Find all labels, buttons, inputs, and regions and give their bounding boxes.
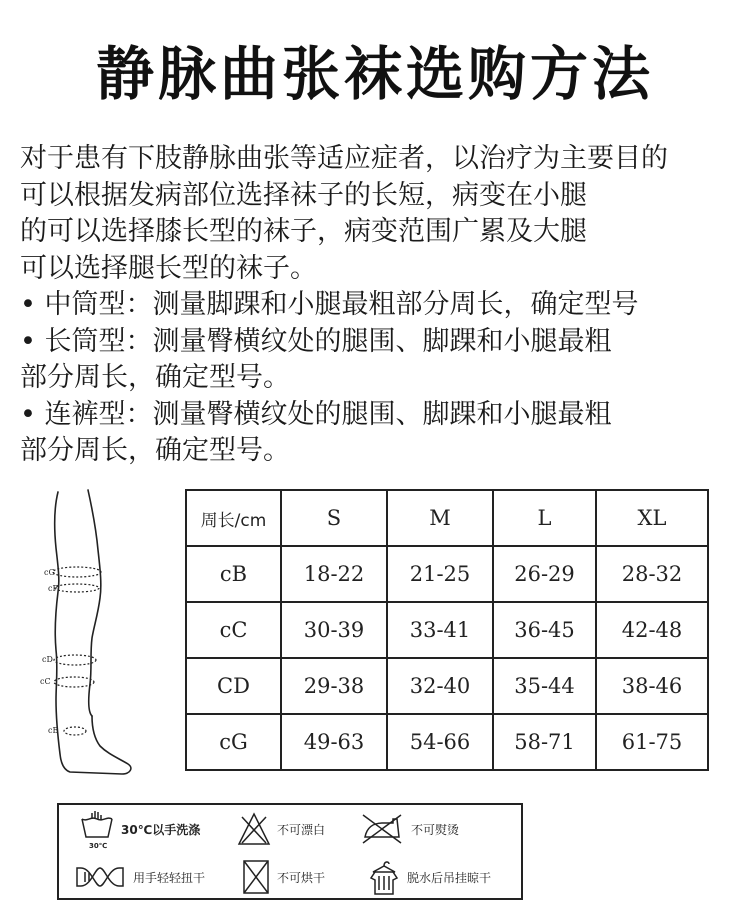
no-bleach-icon [237, 811, 271, 847]
size-chart-table [185, 489, 709, 771]
table-cell: CD [186, 658, 281, 714]
care-hang-dry [367, 857, 491, 897]
table-cell: 29-38 [281, 658, 387, 714]
table-cell: 32-40 [387, 658, 493, 714]
table-cell: 49-63 [281, 714, 387, 770]
table-row [186, 546, 708, 602]
leg-label-cb: cB [48, 726, 59, 735]
table-cell: cC [186, 602, 281, 658]
hand-wash-icon [79, 809, 115, 849]
leg-label-cd: cD [42, 655, 53, 664]
leg-measurement-illustration [30, 488, 150, 778]
table-cell: 33-41 [387, 602, 493, 658]
table-cell: 18-22 [281, 546, 387, 602]
bullet-pantyhose-cont: 部分周长，确定型号。 [20, 435, 290, 466]
table-cell: 26-29 [493, 546, 596, 602]
wash-temp-label: 30℃ [89, 842, 108, 849]
intro-line: 可以选择腿长型的袜子。 [20, 252, 317, 284]
care-label: 30℃以手洗涤 [121, 822, 201, 837]
table-header-row [186, 490, 708, 546]
header-cell: M [387, 490, 493, 546]
bullet-thigh-length: • 长筒型：测量臀横纹处的腿围、脚踝和小腿最粗 [20, 325, 612, 357]
table-cell: cB [186, 546, 281, 602]
intro-line: 对于患有下肢静脉曲张等适应症者，以治疗为主要目的 [20, 143, 668, 174]
table-row [186, 714, 708, 770]
header-cell: 周长/cm [186, 490, 281, 546]
bullet-mid-length: • 中筒型：测量脚踝和小腿最粗部分周长，确定型号 [20, 289, 639, 320]
table-cell: 28-32 [596, 546, 708, 602]
header-cell: XL [596, 490, 708, 546]
table-row [186, 602, 708, 658]
care-no-bleach [237, 809, 325, 849]
table-cell: 21-25 [387, 546, 493, 602]
table-cell: 38-46 [596, 658, 708, 714]
hang-dry-icon [367, 858, 401, 896]
bullet-thigh-length-cont: 部分周长，确定型号。 [20, 362, 290, 393]
care-label: 用手轻轻扭干 [133, 870, 206, 885]
leg-label-cf: cF [48, 584, 59, 593]
care-label: 不可漂白 [277, 822, 326, 837]
care-gentle-wring [73, 857, 205, 897]
no-iron-icon [359, 811, 405, 847]
care-label: 脱水后吊挂晾干 [407, 870, 492, 885]
care-no-iron [359, 809, 459, 849]
care-hand-wash [79, 809, 200, 849]
page-title: 静脉曲张袜选购方法 [95, 40, 654, 108]
intro-line: 可以根据发病部位选择袜子的长短，病变在小腿 [20, 179, 587, 211]
care-no-tumble-dry [241, 857, 325, 897]
table-cell: 36-45 [493, 602, 596, 658]
leg-label-cg: cG [44, 568, 55, 577]
header-cell: L [493, 490, 596, 546]
care-instructions [57, 803, 523, 900]
gentle-wring-icon [73, 862, 127, 892]
table-row [186, 658, 708, 714]
header-cell: S [281, 490, 387, 546]
table-cell: cG [186, 714, 281, 770]
table-cell: 61-75 [596, 714, 708, 770]
care-label: 不可熨烫 [411, 822, 460, 837]
table-cell: 42-48 [596, 602, 708, 658]
no-tumble-dry-icon [241, 858, 271, 896]
intro-line: 的可以选择膝长型的袜子，病变范围广累及大腿 [20, 216, 587, 247]
table-cell: 54-66 [387, 714, 493, 770]
table-cell: 58-71 [493, 714, 596, 770]
table-cell: 35-44 [493, 658, 596, 714]
intro-text [20, 141, 748, 470]
leg-label-cc: cC [40, 677, 51, 686]
table-cell: 30-39 [281, 602, 387, 658]
bullet-pantyhose: • 连裤型：测量臀横纹处的腿围、脚踝和小腿最粗 [20, 398, 612, 430]
care-label: 不可烘干 [277, 870, 326, 885]
